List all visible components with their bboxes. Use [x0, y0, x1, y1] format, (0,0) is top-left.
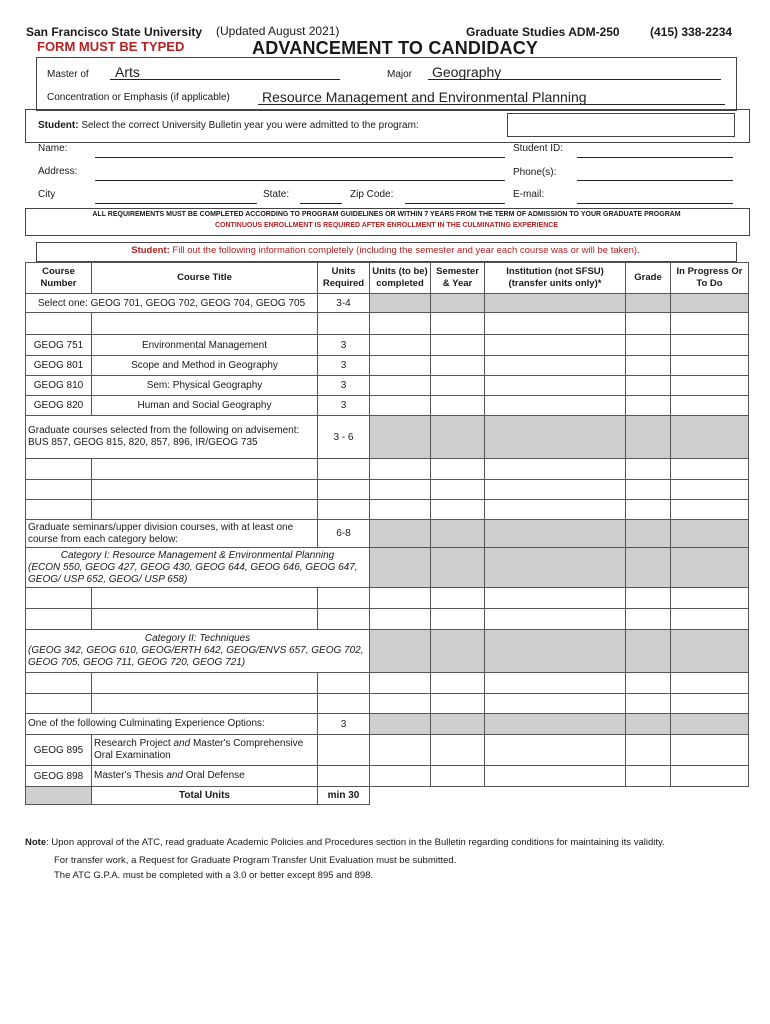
fill-instruction: Student: Fill out the following information completely (including the semester and year each course was or will be taken). [131, 245, 640, 256]
category-2 [26, 630, 370, 673]
university-name: San Francisco State University [26, 25, 203, 39]
header-course-title: Course Title [92, 263, 318, 294]
name-label: Name: [38, 143, 68, 154]
table-row[interactable] [26, 694, 749, 714]
course-title: Sem: Physical Geography [92, 376, 318, 396]
category-2-title: Category II: Techniques [144, 633, 251, 644]
table-row[interactable] [26, 459, 749, 480]
course-title: Master's Thesis and Oral Defense [92, 766, 318, 787]
table-row[interactable] [26, 766, 749, 787]
updated-date: (Updated August 2021) [216, 24, 340, 38]
major-field[interactable]: Geography [432, 64, 502, 80]
name-field[interactable] [95, 157, 505, 158]
category-2-courses: (GEOG 342, GEOG 610, GEOG/ERTH 642, GEOG/ENVS 657, GEOG 702, GEOG 705, GEOG 711, GEOG 720, GEOG 721) [28, 645, 364, 668]
table-row [26, 294, 749, 313]
table-row[interactable] [26, 356, 749, 376]
table-row [26, 416, 749, 459]
city-field[interactable] [95, 203, 257, 204]
culminating-units: 3 [318, 714, 370, 735]
course-number: GEOG 751 [26, 335, 92, 356]
state-label: State: [263, 189, 290, 200]
city-label: City [38, 189, 56, 200]
course-title: Scope and Method in Geography [92, 356, 318, 376]
select-one-units: 3-4 [318, 294, 370, 313]
table-row[interactable] [26, 376, 749, 396]
table-header-row [26, 263, 749, 294]
page-title: ADVANCEMENT TO CANDIDACY [252, 38, 539, 58]
advisement-units: 3 - 6 [318, 416, 370, 459]
header-grade: Grade [626, 263, 671, 294]
student-id-label: Student ID: [513, 143, 564, 154]
header-units-required: Units Required [318, 263, 370, 294]
table-row [26, 630, 749, 673]
table-row[interactable] [26, 500, 749, 520]
enrollment-notice: CONTINUOUS ENROLLMENT IS REQUIRED AFTER ENROLLMENT IN THE CULMINATING EXPERIENCE [214, 222, 558, 229]
email-label: E-mail: [513, 189, 545, 200]
course-number: GEOG 820 [26, 396, 92, 416]
culminating-text: One of the following Culminating Experience Options: [26, 714, 318, 735]
form-must-be-typed: FORM MUST BE TYPED [37, 39, 185, 54]
total-units-value: min 30 [318, 787, 370, 805]
category-1-title: Category I: Resource Management & Environmental Planning [60, 549, 335, 561]
table-row[interactable] [26, 313, 749, 335]
course-number: GEOG 895 [26, 735, 92, 766]
advisement-text: Graduate courses selected from the following on advisement: BUS 857, GEOG 815, 820, 857, 896, IR/GEOG 735 [26, 416, 318, 459]
footer-gpa: The ATC G.P.A. must be completed with a 3.0 or better except 895 and 898. [54, 870, 374, 881]
concentration-field[interactable]: Resource Management and Environmental Planning [262, 89, 587, 105]
phones-label: Phone(s): [513, 167, 557, 178]
course-table [25, 262, 749, 805]
total-row [26, 787, 749, 805]
course-units: 3 [318, 356, 370, 376]
course-number: GEOG 801 [26, 356, 92, 376]
table-row[interactable] [26, 735, 749, 766]
footer-note: Note: Upon approval of the ATC, read graduate Academic Policies and Procedures section in the Bulletin regarding conditions for maintaining its validity. [25, 837, 665, 848]
table-row[interactable] [26, 480, 749, 500]
phones-field[interactable] [577, 180, 733, 181]
header-semester-year: Semester & Year [431, 263, 485, 294]
bulletin-year-select[interactable] [507, 113, 735, 137]
zip-label: Zip Code: [350, 189, 394, 200]
course-title: Environmental Management [92, 335, 318, 356]
course-number: GEOG 810 [26, 376, 92, 396]
address-label: Address: [38, 166, 78, 177]
category-1-courses: (ECON 550, GEOG 427, GEOG 430, GEOG 644, GEOG 646, GEOG 647, GEOG/ USP 652, GEOG/ USP 658) [28, 561, 358, 585]
course-title: Research Project and Master's Comprehensive Oral Examination [92, 735, 318, 766]
total-units-label: Total Units [92, 787, 318, 805]
select-one-text: Select one: GEOG 701, GEOG 702, GEOG 704, GEOG 705 [26, 294, 318, 313]
state-field[interactable] [300, 203, 342, 204]
table-row[interactable] [26, 335, 749, 356]
department-form-id: Graduate Studies ADM-250 [466, 25, 620, 39]
bulletin-instruction: Student: Select the correct University Bulletin year you were admitted to the program: [38, 120, 419, 131]
zip-field[interactable] [405, 203, 505, 204]
course-title: Human and Social Geography [92, 396, 318, 416]
student-id-field[interactable] [577, 157, 733, 158]
course-units: 3 [318, 376, 370, 396]
footer-transfer: For transfer work, a Request for Graduate Program Transfer Unit Evaluation must be submitted. [54, 855, 457, 866]
course-units: 3 [318, 335, 370, 356]
header-course-number: Course Number [26, 263, 92, 294]
table-row [26, 520, 749, 548]
seminars-units: 6-8 [318, 520, 370, 548]
header-in-progress: In Progress Or To Do [671, 263, 749, 294]
seminars-text: Graduate seminars/upper division courses, with at least one course from each category below: [26, 520, 318, 548]
master-of-label: Master of [47, 69, 89, 80]
table-row[interactable] [26, 609, 749, 630]
master-of-field[interactable]: Arts [115, 64, 140, 80]
table-row[interactable] [26, 673, 749, 694]
table-row [26, 548, 749, 588]
requirements-notice: ALL REQUIREMENTS MUST BE COMPLETED ACCORDING TO PROGRAM GUIDELINES OR WITHIN 7 YEARS FROM THE TERM OF ADMISSION TO YOUR GRADUATE PROGRAM [92, 211, 681, 218]
category-1 [26, 548, 370, 588]
table-row [26, 714, 749, 735]
email-field[interactable] [577, 203, 733, 204]
table-row[interactable] [26, 396, 749, 416]
address-field[interactable] [95, 180, 505, 181]
course-number: GEOG 898 [26, 766, 92, 787]
table-row[interactable] [26, 588, 749, 609]
header-institution: Institution (not SFSU) (transfer units only)* [485, 263, 626, 294]
course-units: 3 [318, 396, 370, 416]
department-phone: (415) 338-2234 [650, 25, 733, 39]
concentration-label: Concentration or Emphasis (if applicable) [47, 92, 230, 103]
header-units-completed: Units (to be) completed [370, 263, 431, 294]
major-label: Major [387, 69, 413, 80]
